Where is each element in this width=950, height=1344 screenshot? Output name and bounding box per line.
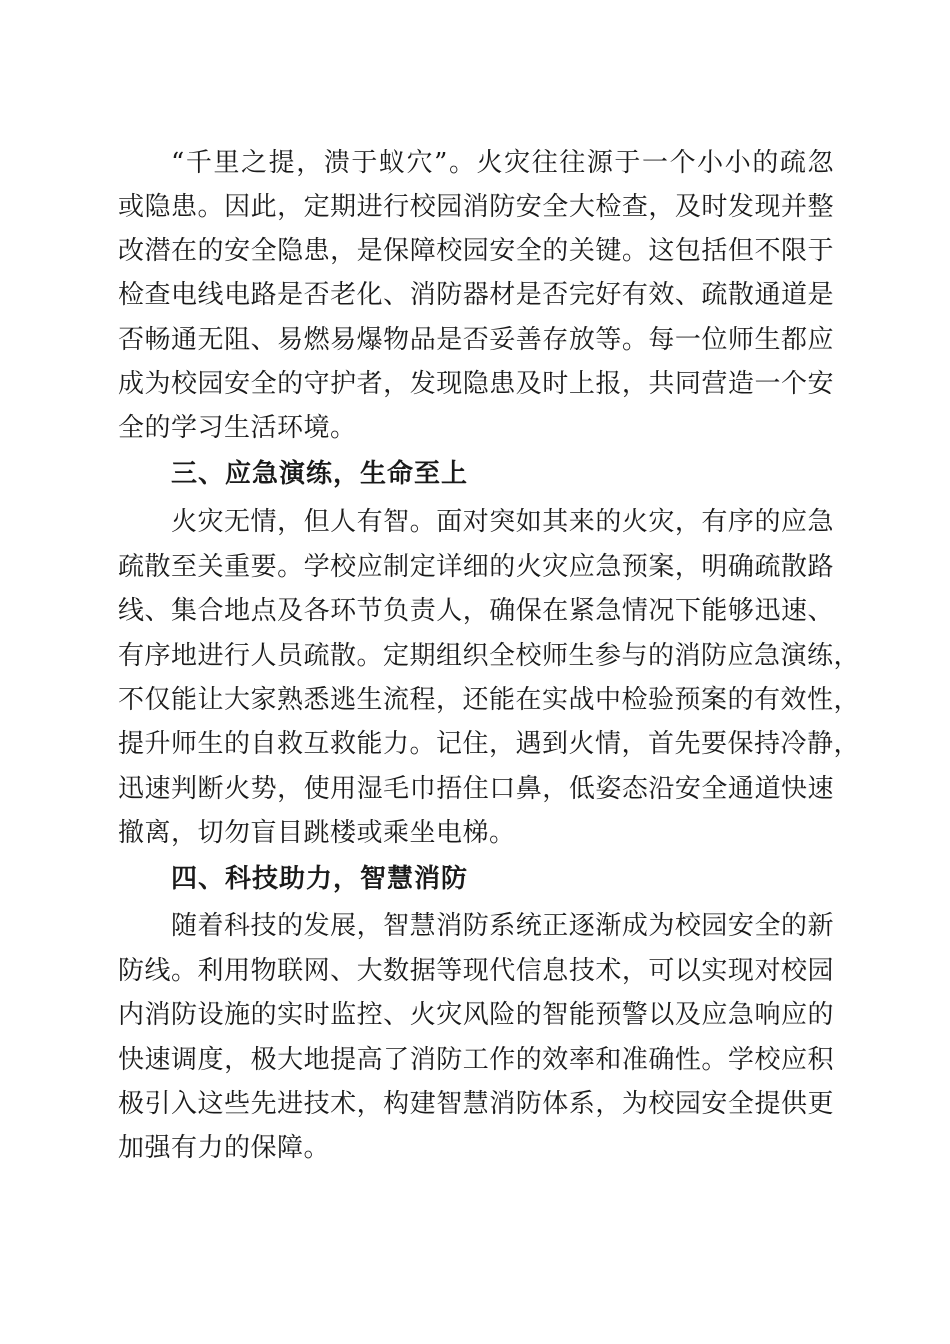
- paragraph-2-line-7: 迅速判断火势，使用湿毛巾捂住口鼻，低姿态沿安全通道快速: [118, 774, 834, 804]
- section-heading-4: 四、科技助力，智慧消防: [171, 864, 469, 894]
- paragraph-1-line-3: 改潜在的安全隐患，是保障校园安全的关键。这包括但不限于: [118, 236, 834, 266]
- paragraph-2-line-5: 不仅能让大家熟悉逃生流程，还能在实战中检验预案的有效性，: [118, 685, 861, 715]
- paragraph-3-line-2: 防线。利用物联网、大数据等现代信息技术，可以实现对校园: [118, 956, 834, 986]
- paragraph-2-line-2: 疏散至关重要。学校应制定详细的火灾应急预案，明确疏散路: [118, 552, 834, 582]
- section-heading-3: 三、应急演练，生命至上: [171, 459, 469, 489]
- paragraph-1-line-2: 或隐患。因此，定期进行校园消防安全大检查，及时发现并整: [118, 192, 834, 222]
- paragraph-3-line-1: 随着科技的发展，智慧消防系统正逐渐成为校园安全的新: [171, 911, 834, 941]
- paragraph-1-line-1: “千里之提，溃于蚁穴”。火灾往往源于一个小小的疏忽: [171, 148, 834, 178]
- paragraph-3-line-6: 加强有力的保障。: [118, 1133, 331, 1163]
- paragraph-3-line-4: 快速调度，极大地提高了消防工作的效率和准确性。学校应积: [118, 1045, 834, 1075]
- paragraph-1-line-4: 检查电线电路是否老化、消防器材是否完好有效、疏散通道是: [118, 280, 834, 310]
- paragraph-2-line-3: 线、集合地点及各环节负责人，确保在紧急情况下能够迅速、: [118, 596, 834, 626]
- paragraph-3-line-3: 内消防设施的实时监控、火灾风险的智能预警以及应急响应的: [118, 1000, 834, 1030]
- paragraph-2-line-6: 提升师生的自救互救能力。记住，遇到火情，首先要保持冷静，: [118, 729, 861, 759]
- paragraph-3-line-5: 极引入这些先进技术，构建智慧消防体系，为校园安全提供更: [118, 1089, 834, 1119]
- paragraph-1-line-5: 否畅通无阻、易燃易爆物品是否妥善存放等。每一位师生都应: [118, 325, 834, 355]
- paragraph-1-line-7: 全的学习生活环境。: [118, 413, 357, 443]
- paragraph-2-line-4: 有序地进行人员疏散。定期组织全校师生参与的消防应急演练，: [118, 641, 861, 671]
- paragraph-2-line-1: 火灾无情，但人有智。面对突如其来的火灾，有序的应急: [171, 507, 834, 537]
- paragraph-2-line-8: 撤离，切勿盲目跳楼或乘坐电梯。: [118, 818, 516, 848]
- paragraph-1-line-6: 成为校园安全的守护者，发现隐患及时上报，共同营造一个安: [118, 369, 834, 399]
